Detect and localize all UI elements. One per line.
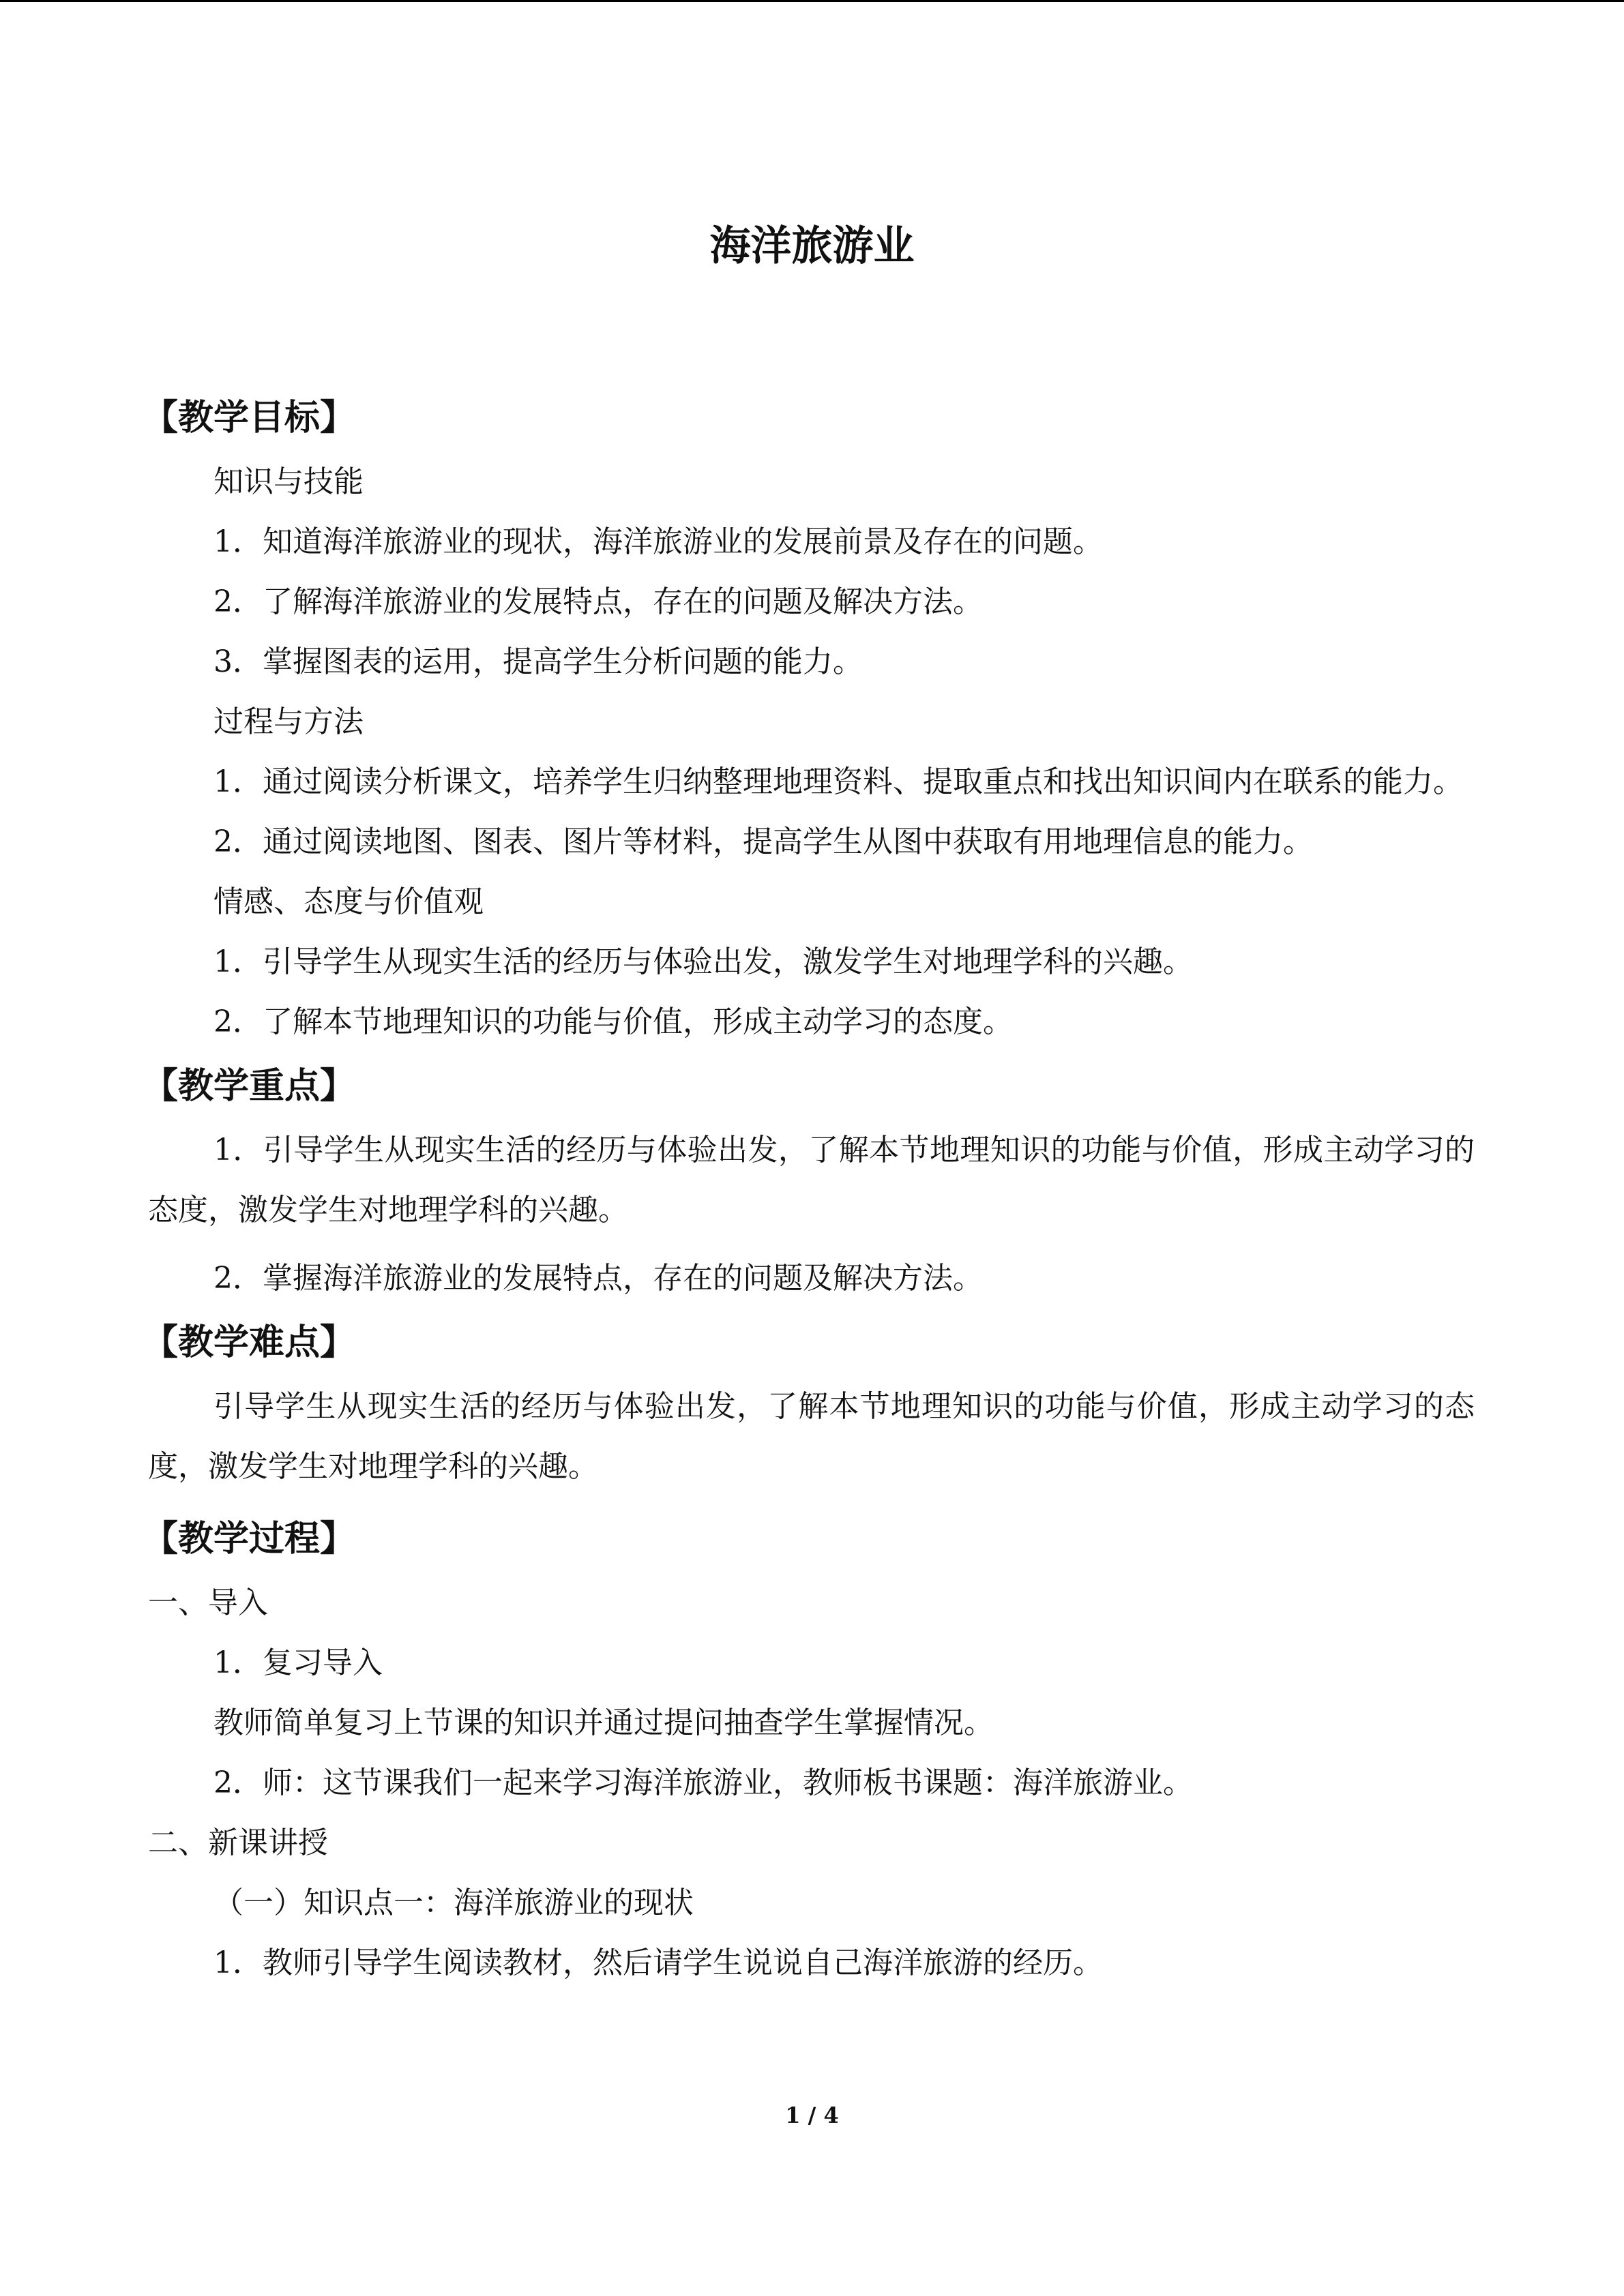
paragraph: 2．了解海洋旅游业的发展特点，存在的问题及解决方法。 xyxy=(213,584,983,619)
paragraph: 教师简单复习上节课的知识并通过提问抽查学生掌握情况。 xyxy=(213,1705,994,1740)
paragraph: 2．师：这节课我们一起来学习海洋旅游业，教师板书课题：海洋旅游业。 xyxy=(213,1765,1193,1800)
paragraph: （一）知识点一：海洋旅游业的现状 xyxy=(213,1885,694,1920)
section-heading-key-points: 【教学重点】 xyxy=(143,1066,356,1107)
subheading-new-lesson: 二、新课讲授 xyxy=(148,1825,328,1860)
paragraph: 1．引导学生从现实生活的经历与体验出发，了解本节地理知识的功能与价值，形成主动学习的态度，激发学生对地理学科的兴趣。 xyxy=(148,1133,1475,1227)
section-heading-objectives: 【教学目标】 xyxy=(143,398,356,438)
paragraph: 1．教师引导学生阅读教材，然后请学生说说自己海洋旅游的经历。 xyxy=(213,1945,1103,1980)
subheading-emotion-values: 情感、态度与价值观 xyxy=(213,884,484,919)
subheading-knowledge: 知识与技能 xyxy=(213,464,364,499)
page-number: 1 / 4 xyxy=(785,2102,839,2128)
paragraph: 2．掌握海洋旅游业的发展特点，存在的问题及解决方法。 xyxy=(213,1261,983,1296)
document-body xyxy=(143,384,1475,1993)
paragraph: 引导学生从现实生活的经历与体验出发，了解本节地理知识的功能与价值，形成主动学习的态度，激发学生对地理学科的兴趣。 xyxy=(148,1389,1475,1484)
paragraph: 1．复习导入 xyxy=(213,1645,383,1680)
section-heading-difficulties: 【教学难点】 xyxy=(143,1322,356,1363)
subheading-intro: 一、导入 xyxy=(148,1585,268,1620)
paragraph: 1．知道海洋旅游业的现状，海洋旅游业的发展前景及存在的问题。 xyxy=(213,524,1103,559)
paragraph: 2．了解本节地理知识的功能与价值，形成主动学习的态度。 xyxy=(213,1004,1013,1039)
section-heading-process: 【教学过程】 xyxy=(143,1519,356,1560)
paragraph: 1．通过阅读分析课文，培养学生归纳整理地理资料、提取重点和找出知识间内在联系的能力。 xyxy=(213,764,1463,799)
paragraph: 1．引导学生从现实生活的经历与体验出发，激发学生对地理学科的兴趣。 xyxy=(213,944,1193,979)
paragraph: 3．掌握图表的运用，提高学生分析问题的能力。 xyxy=(213,644,863,679)
subheading-process-method: 过程与方法 xyxy=(213,704,364,739)
paragraph: 2．通过阅读地图、图表、图片等材料，提高学生从图中获取有用地理信息的能力。 xyxy=(213,824,1313,859)
document-title: 海洋旅游业 xyxy=(709,222,915,270)
